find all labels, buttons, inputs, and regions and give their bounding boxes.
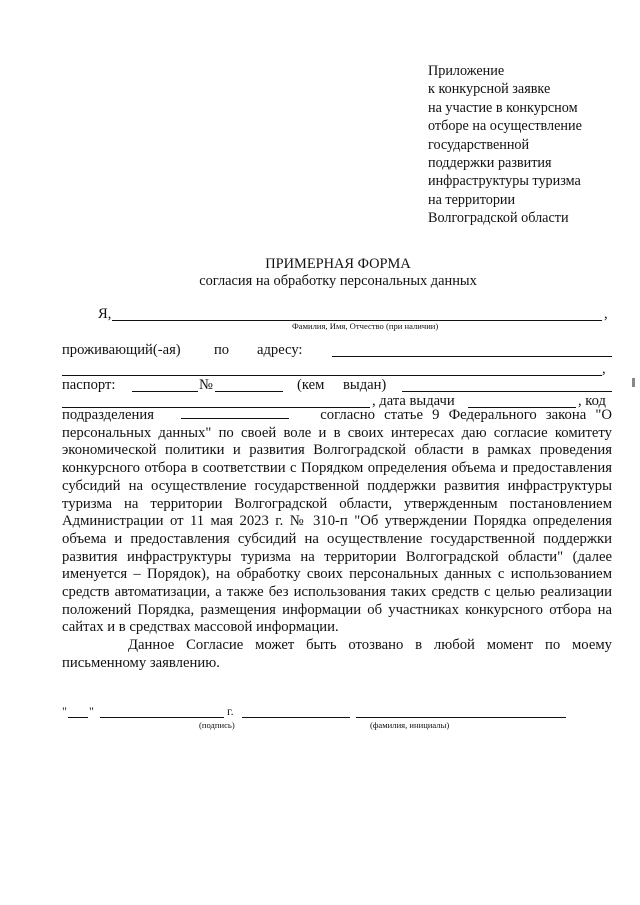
subdivision-code-field[interactable] xyxy=(181,406,289,419)
appendix-line: инфраструктуры туризма xyxy=(428,173,581,190)
subdivision-label: подразделения xyxy=(62,407,154,423)
appendix-line: на территории xyxy=(428,191,516,208)
signature-field[interactable] xyxy=(242,717,350,718)
po-label: по xyxy=(214,342,230,358)
by-whom-label: (кем xyxy=(297,377,325,393)
consent-paragraph: согласно статье 9 Федерального закона "О персональных данных" по своей воле и в своих интересах даю согласие комитету экономической политики и развития Волгоградской области в рамках проведения конкурсного отбора в соответствии с Порядком определения объема и предоставления субсидий на осуществление государственной поддержки развития инфраструктуры туризма на территории Волгоградской области, утвержденным постановлением Администрации от 11 мая 2023 г. № 310-п "Об утверждении Порядка определения объема и предоставления субсидий на осуществление государственной поддержки развития инфраструктуры туризма на территории Волгоградской области" (далее именуется – Порядок), на обработку своих персональных данных с использованием средств автоматизации, а также без использования таких средств с целью реализации положений Порядка, размещения информации об участниках конкурсного отбора на сайтах и в средствах массовой информации. xyxy=(62,407,613,636)
year-abbr: г. xyxy=(227,704,234,718)
appendix-line: поддержки развития xyxy=(428,155,552,172)
consent-text xyxy=(62,406,612,673)
i-end-comma: , xyxy=(604,306,608,322)
appendix-line: отборе на осуществление xyxy=(428,118,582,135)
appendix-line: Волгоградской области xyxy=(428,210,569,227)
form-title: ПРИМЕРНАЯ ФОРМА xyxy=(265,256,411,272)
name-initials-field[interactable] xyxy=(356,717,566,718)
issued-label: выдан) xyxy=(343,377,387,393)
quote-open: " xyxy=(62,704,67,718)
appendix-line: государственной xyxy=(428,136,530,153)
passport-number-field[interactable] xyxy=(215,391,283,392)
residing-label: проживающий(-ая) xyxy=(62,342,181,358)
scan-mark xyxy=(632,378,635,387)
quote-close: " xyxy=(89,704,94,718)
passport-label: паспорт: xyxy=(62,377,116,393)
address-field[interactable] xyxy=(332,356,612,357)
i-label: Я, xyxy=(98,306,112,322)
name-caption: (фамилия, инициалы) xyxy=(370,720,450,730)
address-label: адресу: xyxy=(257,342,303,358)
address-comma: , xyxy=(602,361,606,377)
appendix-line: к конкурсной заявке xyxy=(428,81,551,98)
appendix-line: на участие в конкурсном xyxy=(428,99,578,116)
appendix-line: Приложение xyxy=(428,63,505,79)
revoke-paragraph: Данное Согласие может быть отозвано в любой момент по моему письменному заявлению. xyxy=(62,637,612,671)
form-subtitle: согласия на обработку персональных данных xyxy=(199,273,477,289)
fio-caption: Фамилия, Имя, Отчество (при наличии) xyxy=(292,321,439,331)
appendix-block xyxy=(428,62,628,228)
number-sign: № xyxy=(199,377,213,393)
issue-date-label: , дата выдачи xyxy=(372,393,455,409)
signature-caption: (подпись) xyxy=(199,720,235,730)
code-label: , код xyxy=(578,393,606,409)
month-field[interactable] xyxy=(100,717,224,718)
day-field[interactable] xyxy=(68,717,88,718)
passport-series-field[interactable] xyxy=(132,391,198,392)
